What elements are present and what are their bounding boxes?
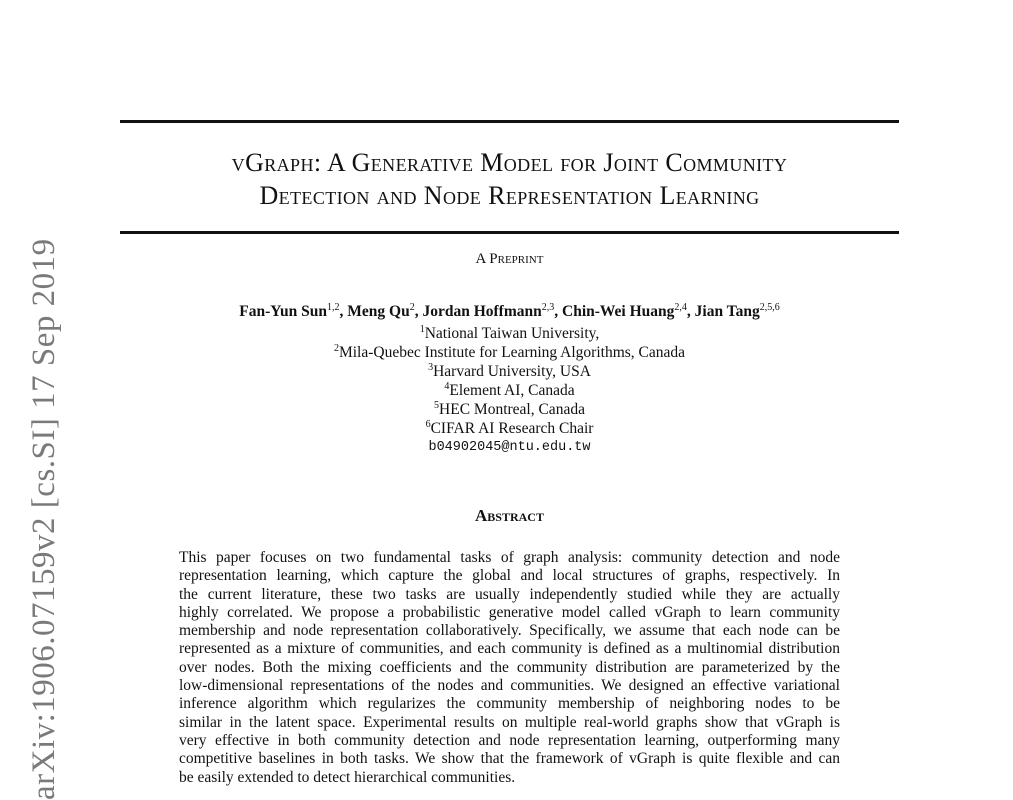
abstract-line: representation learning, which capture the global and local structures of graphs, respectively. In <box>179 567 840 585</box>
abstract-line: the current literature, these two tasks are usually independently studied while they are actually <box>179 585 840 603</box>
author-affil-sup: 2,5,6 <box>759 302 780 313</box>
author <box>695 303 780 320</box>
author-affil-sup: 2,3 <box>541 302 555 313</box>
author: Jordan Hoffmann$^{2,3}$, <box>422 302 562 321</box>
title-line-2: Detection and Node Representation Learning <box>259 181 760 210</box>
abstract-line: competitive baselines in both tasks. We show that the framework of vGraph is quite flexible and can <box>179 750 840 768</box>
preprint-label: A Preprint <box>475 251 544 267</box>
affiliation: $^5$HEC Montreal, Canada <box>434 399 585 418</box>
arxiv-side-stamp: arXiv:1906.07159v2 [cs.SI] 17 Sep 2019 <box>26 238 62 800</box>
abstract-line: This paper focuses on two fundamental tasks of graph analysis: community detection and node <box>179 549 840 566</box>
abstract-line: low-dimensional representations of the nodes and communities. We designed an effective variational <box>179 677 840 695</box>
title-line-1: vGraph: A Generative Model for Joint Community <box>231 148 788 177</box>
author: Chin-Wei Huang$^{2,4}$, <box>562 302 695 321</box>
author-affil-sup: 2,4 <box>674 302 687 313</box>
abstract-heading: Abstract <box>475 506 544 525</box>
author: Meng Qu$^2$, <box>347 302 423 321</box>
abstract-line: similar in the latent space. Experimental results on multiple real-world graphs show that vGraph is <box>179 713 840 731</box>
author-affil-sup: 1,2 <box>327 302 340 313</box>
abstract-body <box>179 549 840 787</box>
affiliation: $^3$Harvard University, USA <box>428 361 591 380</box>
abstract-line: be easily extended to detect hierarchical communities. <box>179 768 516 786</box>
author-name: Fan-Yun Sun <box>239 303 328 321</box>
author-affil-sup: 2 <box>409 302 415 313</box>
author-list <box>100 302 919 321</box>
abstract-line: highly correlated. We propose a probabilistic generative model called vGraph to learn community <box>179 603 840 621</box>
author-name: Meng Qu <box>347 303 410 321</box>
affiliation: $^4$Element AI, Canada <box>444 380 575 399</box>
abstract-line: very effective in both community detection and node representation learning, outperforming many <box>179 731 840 749</box>
abstract-line: inference algorithm which regularizes the community membership of neighboring nodes to be <box>179 695 840 713</box>
author: Fan-Yun Sun$^{1,2}$, <box>239 302 348 321</box>
abstract-line: membership and node representation collaboratively. Specifically, we assume that each node can be <box>179 622 840 640</box>
abstract-line: over nodes. Both the mixing coefficients and the community distribution are parameterized by the <box>179 658 840 676</box>
abstract-line: represented as a mixture of communities, and each community is defined as a multinomial distribution <box>179 640 840 658</box>
author-name: Chin-Wei Huang <box>562 303 675 321</box>
affiliation: $^2$Mila-Quebec Institute for Learning Algorithms, Canada <box>333 342 686 361</box>
author-email[interactable]: b04902045@ntu.edu.tw <box>428 440 591 455</box>
author-name: Jian Tang <box>694 303 760 321</box>
affiliation: $^1$National Taiwan University, <box>419 323 600 342</box>
author-name: Jordan Hoffmann <box>422 303 542 321</box>
title-rule-top <box>120 120 899 123</box>
affiliation-list <box>120 324 899 457</box>
paper-title <box>120 146 899 212</box>
affiliation: $^6$CIFAR AI Research Chair <box>425 418 594 437</box>
title-rule-bottom <box>120 231 899 234</box>
